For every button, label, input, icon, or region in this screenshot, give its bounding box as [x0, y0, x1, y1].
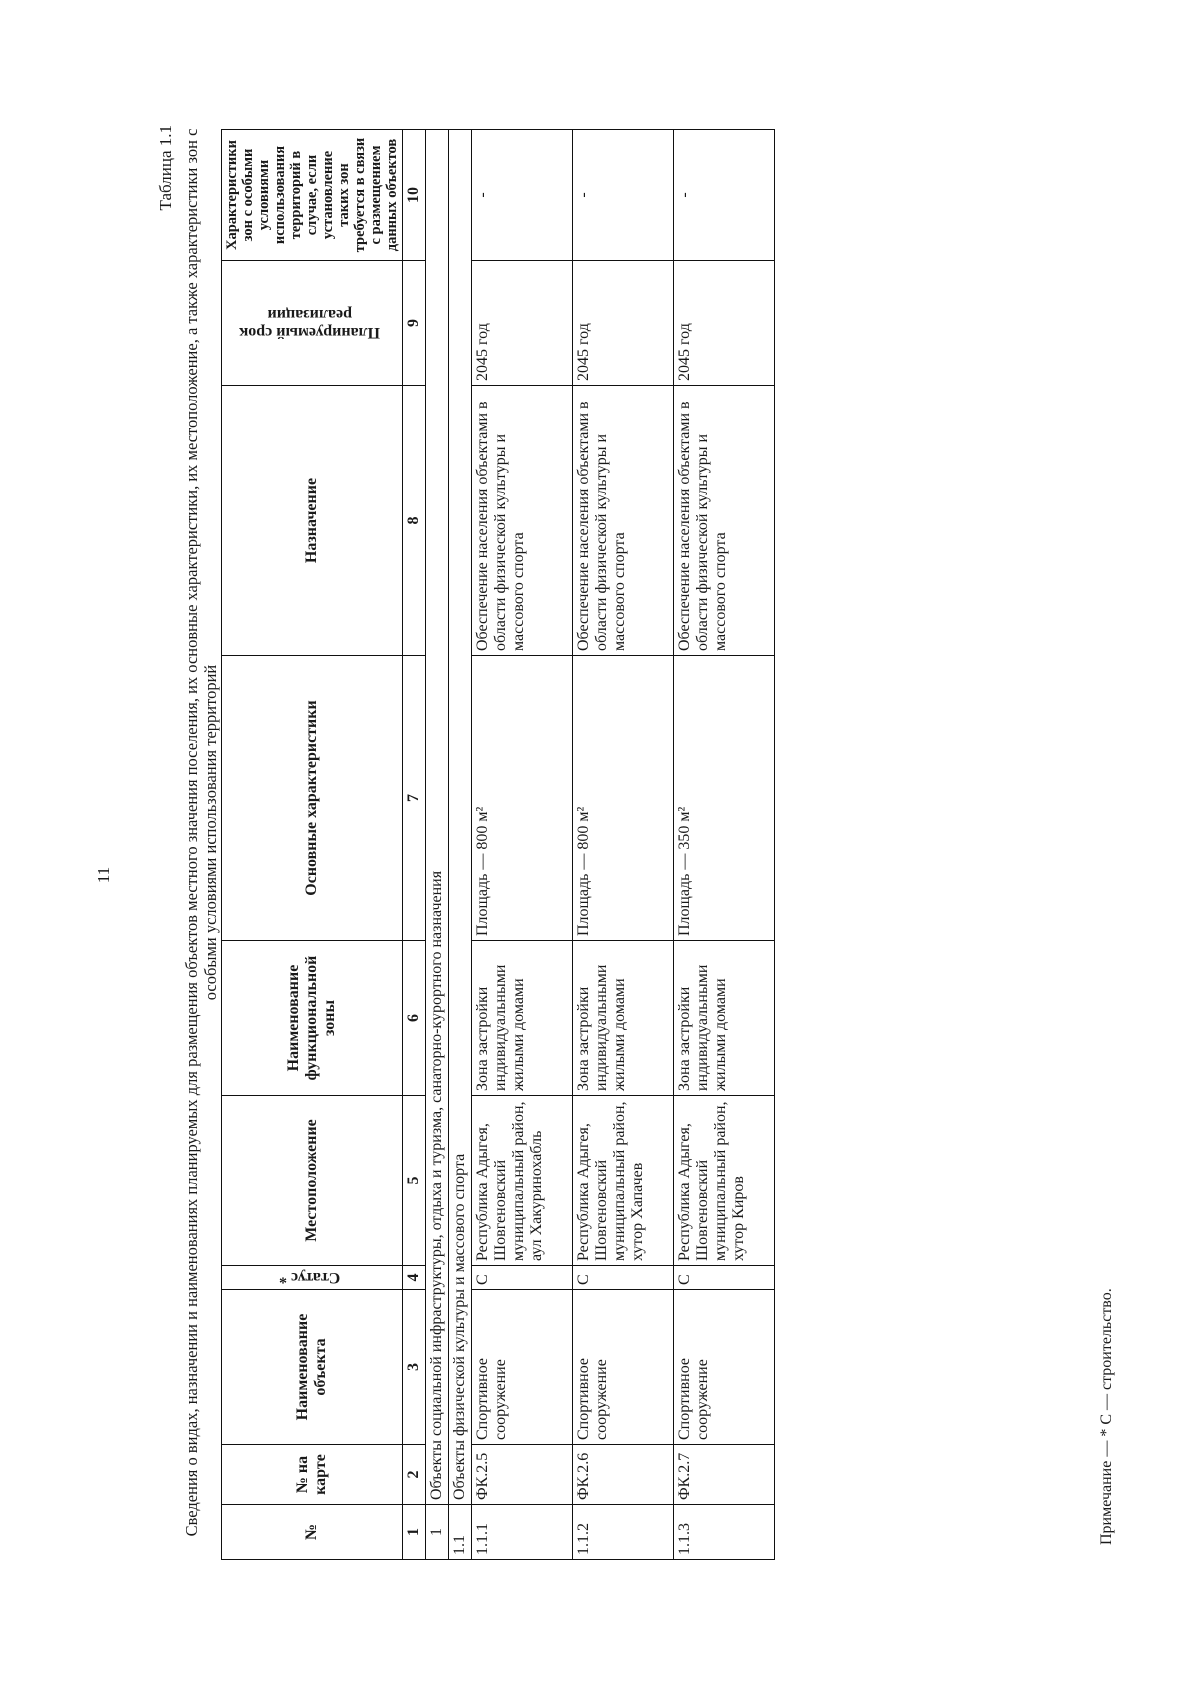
row-location: Республика Адыгея, Шовгеновский муниципальный район, хутор Хапачев	[573, 1096, 674, 1266]
row-map-no: ФК.2.5	[472, 1445, 573, 1505]
section-row	[426, 130, 449, 1560]
col-number: 9	[403, 261, 426, 386]
header-zones-characteristics: Характеристики зон с особыми условиями использования территорий в случае, если установление таких зон требуется в связи с размещением данных объектов	[222, 130, 403, 261]
row-characteristics: Площадь — 800 м²	[573, 656, 674, 941]
page-number: 11	[94, 866, 114, 884]
col-number: 1	[403, 1505, 426, 1560]
row-location: Республика Адыгея, Шовгеновский муниципальный район, аул Хакуринохабль	[472, 1096, 573, 1266]
subsection-title: Объекты физической культуры и массового спорта	[449, 130, 472, 1505]
row-purpose: Обеспечение населения объектами в области физической культуры и массового спорта	[674, 386, 775, 656]
col-number: 8	[403, 386, 426, 656]
row-status: С	[472, 1266, 573, 1290]
header-zone: Наименование функциональной зоны	[222, 941, 403, 1096]
section-num: 1	[426, 1505, 449, 1560]
row-location: Республика Адыгея, Шовгеновский муниципальный район, хутор Киров	[674, 1096, 775, 1266]
header-term	[222, 261, 403, 386]
header-status	[222, 1266, 403, 1290]
col-number: 4	[403, 1266, 426, 1290]
row-object-name: Спортивное сооружение	[472, 1290, 573, 1445]
table-row	[674, 130, 775, 1560]
col-number: 6	[403, 941, 426, 1096]
subsection-row	[449, 130, 472, 1560]
header-map-no: № на карте	[222, 1445, 403, 1505]
col-number: 10	[403, 130, 426, 261]
header-status-text: Статус *	[278, 1269, 341, 1287]
row-term: 2045 год	[674, 261, 775, 386]
row-num: 1.1.3	[674, 1505, 775, 1560]
row-object-name: Спортивное сооружение	[674, 1290, 775, 1445]
section-title: Объекты социальной инфраструктуры, отдыха и туризма, санаторно-курортного назначения	[426, 130, 449, 1505]
row-map-no: ФК.2.6	[573, 1445, 674, 1505]
row-purpose: Обеспечение населения объектами в области физической культуры и массового спорта	[472, 386, 573, 656]
row-zone: Зона застройки индивидуальными жилыми домами	[674, 941, 775, 1096]
row-zones-characteristics: -	[472, 130, 573, 261]
row-characteristics: Площадь — 800 м²	[472, 656, 573, 941]
row-status: С	[674, 1266, 775, 1290]
planned-objects-table	[221, 129, 775, 1560]
header-object-name: Наименование объекта	[222, 1290, 403, 1445]
col-number: 7	[403, 656, 426, 941]
row-term: 2045 год	[573, 261, 674, 386]
subsection-num: 1.1	[449, 1505, 472, 1560]
table-row	[472, 130, 573, 1560]
row-zones-characteristics: -	[674, 130, 775, 261]
row-term: 2045 год	[472, 261, 573, 386]
header-characteristics: Основные характеристики	[222, 656, 403, 941]
row-zone: Зона застройки индивидуальными жилыми домами	[472, 941, 573, 1096]
header-num: №	[222, 1505, 403, 1560]
header-row	[222, 130, 403, 1560]
col-number: 2	[403, 1445, 426, 1505]
row-num: 1.1.2	[573, 1505, 674, 1560]
rotated-page-content	[148, 110, 1115, 1560]
row-zone: Зона застройки индивидуальными жилыми домами	[573, 941, 674, 1096]
column-numbers-row	[403, 130, 426, 1560]
row-status: С	[573, 1266, 674, 1290]
row-characteristics: Площадь — 350 м²	[674, 656, 775, 941]
header-location: Местоположение	[222, 1096, 403, 1266]
col-number: 5	[403, 1096, 426, 1266]
row-object-name: Спортивное сооружение	[573, 1290, 674, 1445]
table-caption: Сведения о видах, назначении и наименованиях планируемых для размещения объектов местного значения поселения, их основные характеристики, их местоположение, а также характеристики зон с особыми условиями использования территорий	[182, 128, 220, 1537]
table-label: Таблица 1.1	[156, 125, 175, 211]
row-num: 1.1.1	[472, 1505, 573, 1560]
row-purpose: Обеспечение населения объектами в области физической культуры и массового спорта	[573, 386, 674, 656]
header-purpose: Назначение	[222, 386, 403, 656]
table-note: Примечание — * С — строительство.	[1098, 1288, 1115, 1545]
table-row	[573, 130, 674, 1560]
header-term-text: Планируемый срок реализации	[239, 306, 380, 341]
col-number: 3	[403, 1290, 426, 1445]
row-zones-characteristics: -	[573, 130, 674, 261]
row-map-no: ФК.2.7	[674, 1445, 775, 1505]
